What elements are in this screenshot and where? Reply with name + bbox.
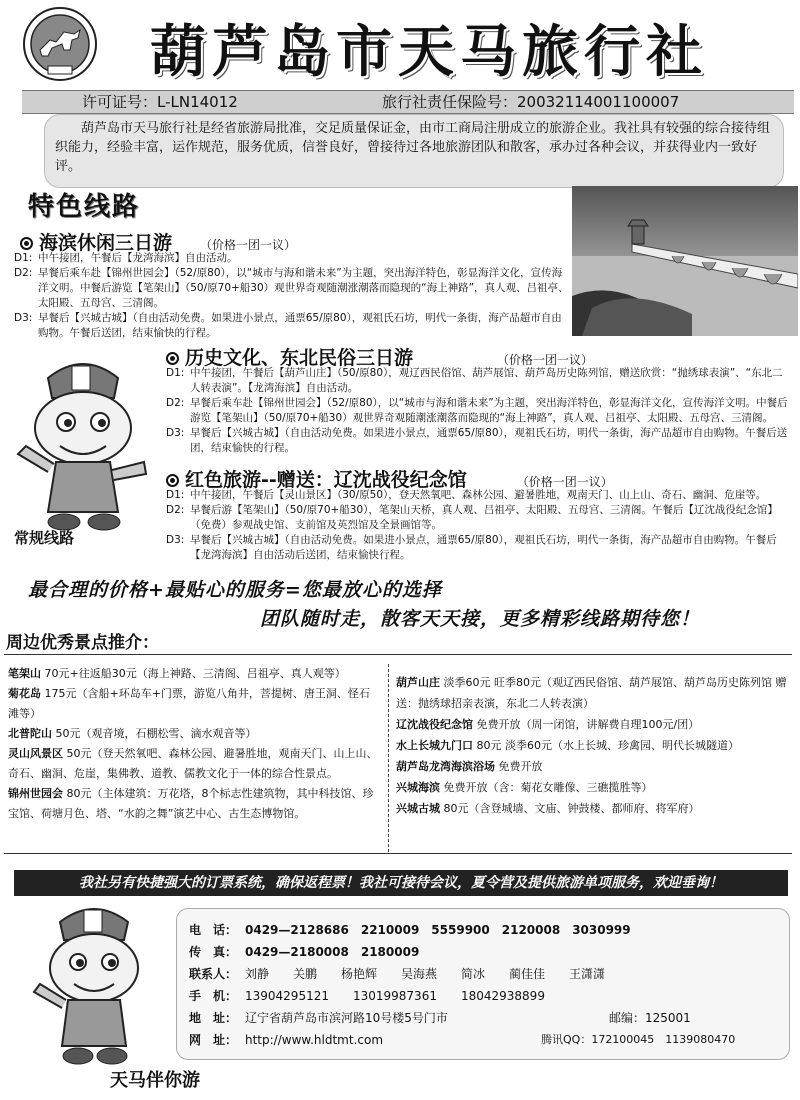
slogan-secondary: 团队随时走，散客天天接，更多精彩线路期待您！ <box>260 608 701 630</box>
contacts-row: 联系人： 刘静 关鹏 杨艳辉 吴海燕 简冰 蔺佳佳 王潇潇 <box>189 967 606 981</box>
address-row: 地 址： 辽宁省葫芦岛市滨河路10号楼5号门市 <box>189 1011 448 1025</box>
route-price: （价格一团一议） <box>516 475 613 489</box>
slogan-primary: 最合理的价格+最贴心的服务=您最放心的选择 <box>28 579 442 601</box>
spot-item: 北普陀山 50元（观音境，石棚松雪、滴水观音等） <box>8 727 257 740</box>
phone-numbers: 0429—2128686 2210009 5559900 2120008 3030999 <box>245 923 631 937</box>
bullet-icon <box>20 237 33 250</box>
route-title: 红色旅游--赠送：辽沈战役纪念馆 （价格一团一议） <box>166 465 613 492</box>
website-row: 网 址： http://www.hldtmt.com <box>189 1033 384 1047</box>
spot-item: 菊花岛 175元（含船+环岛车+门票，游览八角井，菩提树、唐王洞、怪石滩等） <box>8 687 370 720</box>
route-price: （价格一团一议） <box>200 238 297 252</box>
route-itinerary <box>166 488 792 563</box>
insurance-number: 旅行社责任保险号：20032114001100007 <box>382 93 680 111</box>
bullet-icon <box>166 474 179 487</box>
route-itinerary <box>14 251 569 341</box>
itinerary-day: D3: 早餐后【兴城古城】（自由活动免费。如果进小景点，通票65/原80），观祖氏石坊，明代一条街，海产品超市自由购物。午餐后送团，结束愉快的行程。 <box>166 427 788 454</box>
contact-panel <box>176 908 790 1060</box>
website-link[interactable]: http://www.hldtmt.com <box>245 1033 384 1047</box>
itinerary-day: D1: 中午接团，午餐后【葫芦山庄】（50/原80），观辽西民俗馆、葫芦展馆、葫芦岛历史陈列馆，赠送欣赏：“抛绣球表演”、“东北二人转表演”。【龙湾海滨】自由活动。 <box>166 367 783 394</box>
bridge-photo <box>572 186 798 336</box>
mascot-image <box>8 350 158 540</box>
itinerary-day: D2: 早餐后游【笔架山】（50/原70+船30），笔架山天桥，真人观、吕祖亭、太阳殿、五母宫、三清阁。午餐后【辽沈战役纪念馆】（免费）参观战史馆、支前馆及英烈馆及全景画馆等。 <box>166 504 778 531</box>
nearby-spots-title: 周边优秀景点推介： <box>6 633 159 653</box>
spots-right-column <box>396 672 788 819</box>
spot-item: 灵山风景区 50元（登天然氧吧、森林公园、避暑胜地，观南天门、山上山、奇石、幽洞、危崖，集佛教、道教、儒教文化于一体的综合性景点。 <box>8 747 378 780</box>
itinerary-day: D1: 中午接团，午餐后【灵山景区】（30/原50），登天然氧吧、森林公园、避暑胜地，观南天门、山上山、奇石、幽洞、危崖等。 <box>166 489 767 501</box>
spot-item: 兴城古城 80元（含登城墙、文庙、钟鼓楼、都师府、将军府） <box>396 802 700 815</box>
spot-item: 兴城海滨 免费开放（含：菊花女雕像、三礁揽胜等） <box>396 781 653 794</box>
route-title: 历史文化、东北民俗三日游 （价格一团一议） <box>166 343 593 370</box>
postcode: 邮编：125001 <box>609 1011 691 1025</box>
itinerary-day: D3: 早餐后【兴城古城】（自由活动免费。如果进小景点，通票65/原80），观祖氏石坊，明代一条街，海产品超市自由购物。午餐后送团，结束愉快的行程。 <box>14 312 562 339</box>
intro-text: 葫芦岛市天马旅行社是经省旅游局批准，交足质量保证金，由市工商局注册成立的旅游企业。我社具有较强的综合接待组织能力，经验丰富，运作规范，服务优质，信誉良好，曾接待过各地旅游团队和散客，承办过各种会议，并获得业内一致好评。 <box>44 114 784 188</box>
spots-left-column <box>8 664 380 824</box>
service-banner: 我社另有快捷强大的订票系统，确保返程票！我社可接待会议，夏令营及提供旅游单项服务，欢迎垂询！ <box>14 870 788 896</box>
address: 辽宁省葫芦岛市滨河路10号楼5号门市 <box>245 1011 448 1025</box>
agency-logo <box>22 6 98 82</box>
page-title: 葫芦岛市天马旅行社 <box>150 19 708 85</box>
spot-item: 辽沈战役纪念馆 免费开放（周一闭馆，讲解费自理100元/团） <box>396 718 700 731</box>
tagline: 天马伴你游 <box>110 1070 200 1091</box>
license-bar <box>22 90 794 114</box>
spot-item: 葫芦山庄 淡季60元 旺季80元（观辽西民俗馆、葫芦展馆、葫芦岛历史陈列馆 赠送：抛绣球招亲表演，东北二人转表演） <box>396 676 787 710</box>
section-title: 特色线路 <box>28 192 141 222</box>
phone-row: 电 话： 0429—2128686 2210009 5559900 2120008 3030999 <box>189 923 631 937</box>
route-price: （价格一团一议） <box>497 353 594 367</box>
qq-numbers: 腾讯QQ：172100045 1139080470 <box>541 1033 736 1046</box>
itinerary-day: D2: 早餐后乘车赴【锦州世园会】（52/原80），以“城市与海和谐未来”为主题，突出海洋特色，彰显海洋文化，宣传海洋文明。中餐后游览【笔架山】（50/原70+船30）观世界奇观随潮涨潮落而隐现的“海上神路”，真人观、吕祖亭、太阳殿、五母宫、三清阁。 <box>166 397 788 424</box>
column-divider <box>388 664 389 852</box>
spot-item: 葫芦岛龙湾海滨浴场 免费开放 <box>396 760 543 773</box>
mobile-numbers: 13904295121 13019987361 18042938899 <box>245 989 545 1003</box>
route-title: 海滨休闲三日游 （价格一团一议） <box>20 228 296 255</box>
contact-names: 刘静 关鹏 杨艳辉 吴海燕 简冰 蔺佳佳 王潇潇 <box>245 967 606 981</box>
mascot-image <box>24 896 164 1074</box>
itinerary-day: D1: 中午接团，午餐后【龙湾海滨】自由活动。 <box>14 252 238 264</box>
spot-item: 锦州世园会 80元（主体建筑：万花塔，8个标志性建筑物，其中科技馆、珍宝馆、荷塘月色、塔、“水韵之舞”演艺中心、古生态博物馆。 <box>8 787 374 820</box>
spot-item: 笔架山 70元+往返船30元（海上神路、三清阁、吕祖亭、真人观等） <box>8 667 346 680</box>
mascot-label: 常规线路 <box>14 529 75 547</box>
mobile-row: 手 机： 13904295121 13019987361 18042938899 <box>189 989 545 1003</box>
fax-row: 传 真： 0429—2180008 2180009 <box>189 945 420 959</box>
license-number: 许可证号：L-LN14012 <box>82 93 238 111</box>
itinerary-day: D3: 早餐后【兴城古城】（自由活动免费。如果进小景点，通票65/原80），观祖氏石坊，明代一条街，海产品超市自由购物。午餐后【龙湾海滨】自由活动后送团，结束愉快行程。 <box>166 534 777 561</box>
bullet-icon <box>166 352 179 365</box>
itinerary-day: D2: 早餐后乘车赴【锦州世园会】（52/原80），以“城市与海和谐未来”为主题，突出海洋特色，彰显海洋文化，宣传海洋文明。中餐后游览【笔架山】（50/原70+船30）观世界奇观随潮涨潮落而隐现的“海上神路”，真人观、吕祖亭、太阳殿、五母宫、三清阁。 <box>14 267 569 309</box>
fax-numbers: 0429—2180008 2180009 <box>245 945 420 959</box>
spot-item: 水上长城九门口 80元 淡季60元（水上长城、珍禽园、明代长城隧道） <box>396 739 739 752</box>
route-itinerary <box>166 366 792 456</box>
